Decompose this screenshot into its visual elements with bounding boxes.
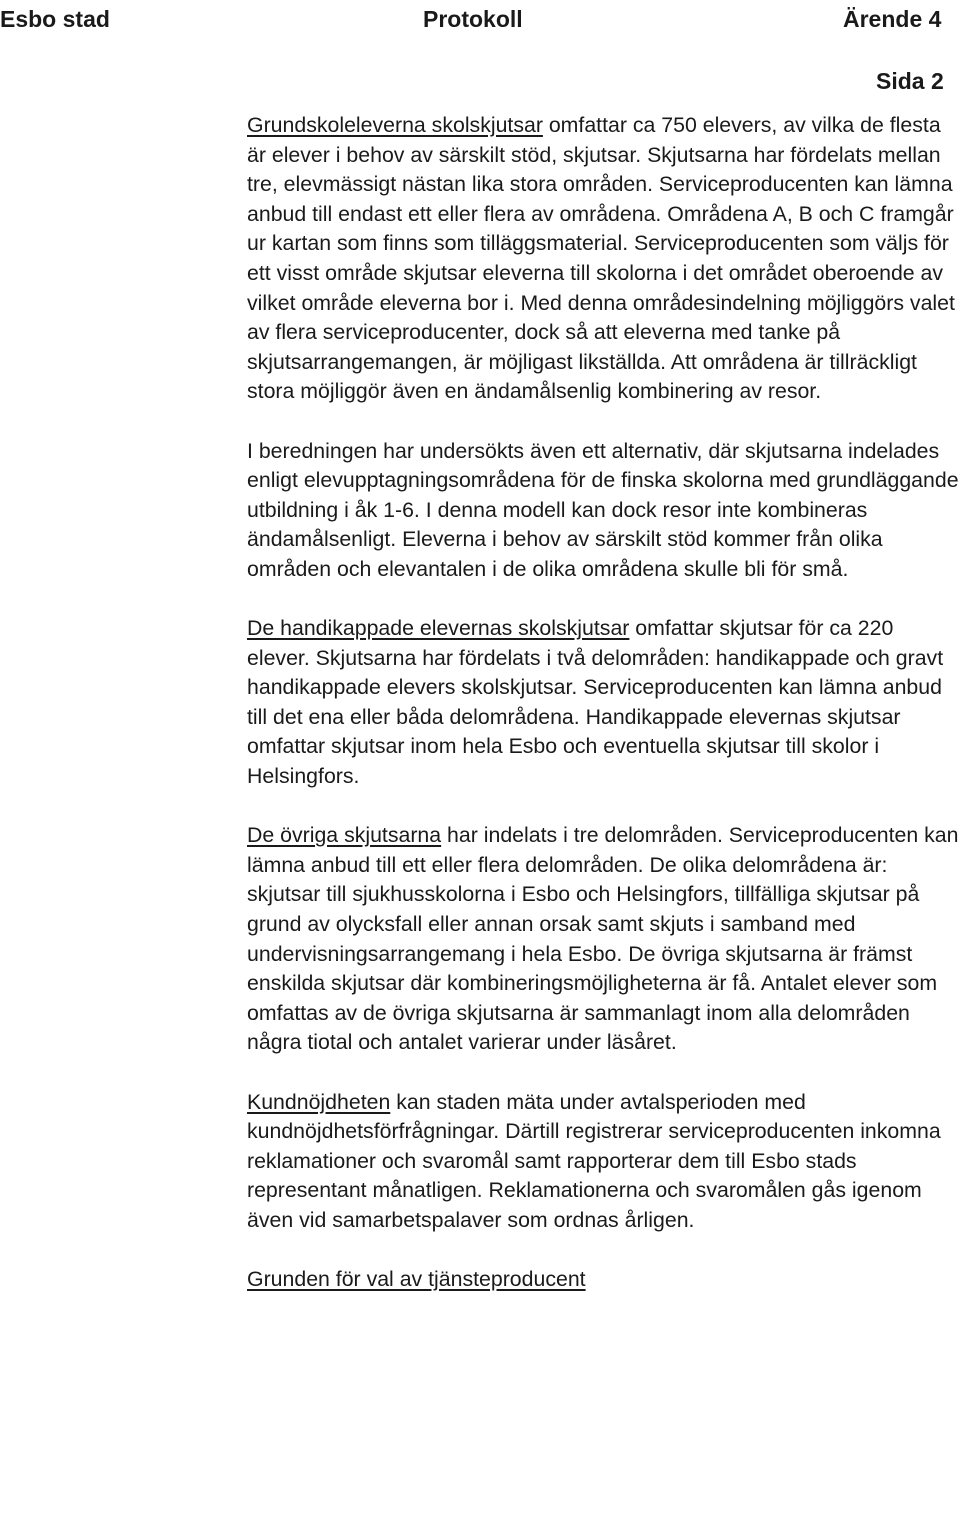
paragraph-text: omfattar skjutsar för ca 220 elever. Skjutsarna har fördelats i två delområden: handikappade och gravt handikappade elevers skolskjutsar. Serviceproducenten kan lämna anbud till det ena eller båda delområdena. Handikappade elevernas skjutsar omfattar skjutsar inom hela Esbo och eventuella skjutsar till skolor i Helsingfors. — [247, 616, 944, 789]
paragraph-alternative — [247, 437, 959, 585]
document-body — [247, 111, 959, 1295]
document-type: Protokoll — [423, 6, 523, 32]
case-number: Ärende 4 — [843, 6, 942, 32]
page-number: Sida 2 — [876, 68, 944, 94]
organization-name: Esbo stad — [0, 6, 110, 32]
paragraph-school-transport — [247, 111, 959, 407]
page-header — [0, 4, 960, 34]
paragraph-handicapped-transport — [247, 614, 959, 792]
paragraph-text: omfattar ca 750 elevers, av vilka de flesta är elever i behov av särskilt stöd, skjutsar. Skjutsarna har fördelats mellan tre, elevmässigt nästan lika stora områden. Serviceproducenten kan lämna anbud till endast ett eller flera av områdena. Områdena A, B och C framgår ur kartan som finns som tilläggsmaterial. Serviceproducenten som väljs för ett visst område skjutsar eleverna till skolorna i det området oberoende av vilket område eleverna bor i. Med denna områdesindelning möjliggörs valet av flera serviceproducenter, dock så att eleverna med tanke på skjutsarrangemangen, är möjligast likställda. Att områdena är tillräckligt stora möjliggör även en ändamålsenlig kombinering av resor. — [247, 113, 955, 404]
paragraph-text: I beredningen har undersökts även ett alternativ, där skjutsarna indelades enligt elevupptagningsområdena för de finska skolorna med grundläggande utbildning i åk 1-6. I denna modell kan dock resor inte kombineras ändamålsenligt. Eleverna i behov av särskilt stöd kommer från olika områden och elevantalen i de olika områdena skulle bli för små. — [247, 438, 959, 581]
section-heading: De handikappade elevernas skolskjutsar — [247, 616, 630, 641]
section-heading: Kundnöjdheten — [247, 1089, 391, 1114]
section-heading: Grunden för val av tjänsteproducent — [247, 1267, 586, 1292]
section-heading: Grundskoleleverna skolskjutsar — [247, 113, 543, 137]
paragraph-text: kan staden mäta under avtalsperioden med kundnöjdhetsförfrågningar. Därtill registrerar serviceproducenten inkomna reklamationer och svaromål samt rapporterar dem till Esbo stads representant månatligen. Reklamationerna och svaromålen gås igenom även vid samarbetspalaver som ordnas årligen. — [247, 1089, 941, 1232]
paragraph-other-transport — [247, 821, 959, 1058]
paragraph-customer-satisfaction — [247, 1088, 959, 1236]
section-heading: De övriga skjutsarna — [247, 823, 442, 848]
paragraph-text: har indelats i tre delområden. Serviceproducenten kan lämna anbud till ett eller flera delområden. De olika delområdena är: skjutsar till sjukhusskolorna i Esbo och Helsingfors, tillfälliga skjutsar på grund av olycksfall eller annan orsak samt skjuts i samband med undervisningsarrangemang i hela Esbo. De övriga skjutsarna är främst enskilda skjutsar där kombineringsmöjligheterna är få. Antalet elever som omfattas av de övriga skjutsarna är sammanlagt inom alla delområden några tiotal och antalet varierar under läsåret. — [247, 823, 959, 1055]
paragraph-selection-basis — [247, 1265, 959, 1295]
